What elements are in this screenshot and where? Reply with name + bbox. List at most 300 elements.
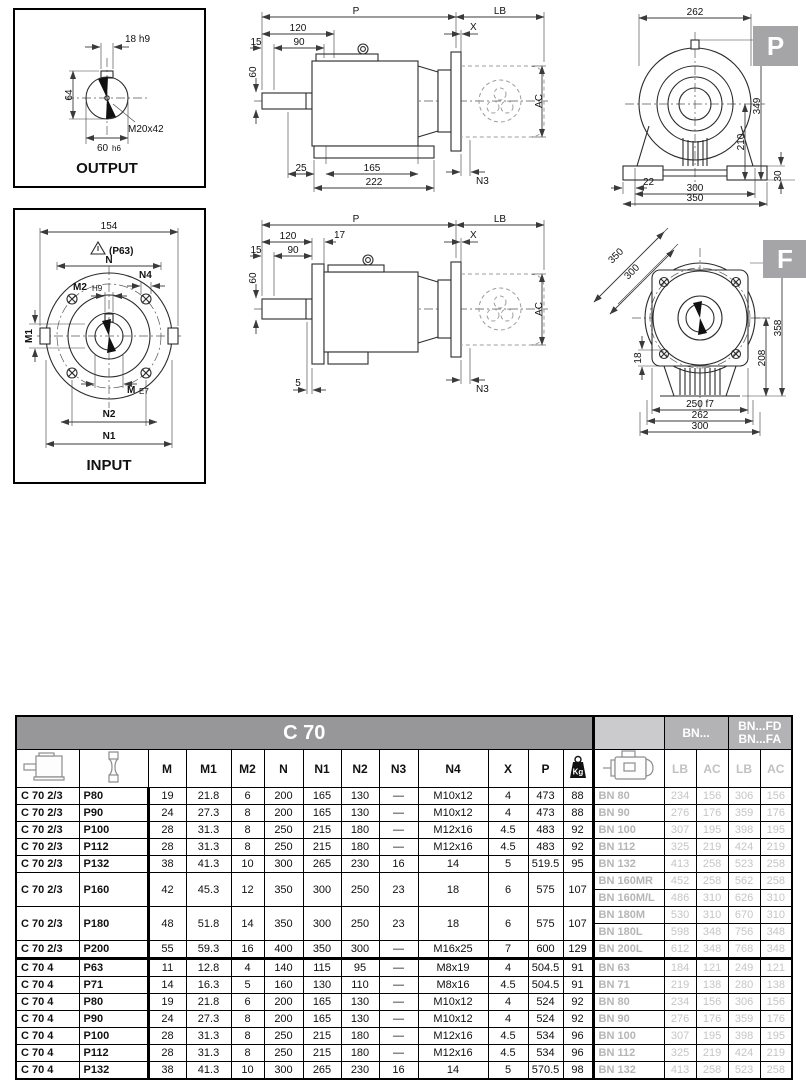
gearbox-icon	[22, 752, 74, 782]
flange-code-cell: P80	[79, 994, 148, 1011]
motor-dim-cell: 258	[760, 856, 792, 873]
col-header-lb-bn: LB	[664, 750, 696, 788]
motor-dim-cell: 219	[760, 839, 792, 856]
dim-value-cell: 600	[528, 941, 563, 959]
dim-value-cell: 21.8	[186, 994, 231, 1011]
dim-label-h9: H9	[92, 284, 103, 293]
dim-value-cell: 7	[488, 941, 528, 959]
dim-value-cell: 215	[303, 1045, 341, 1062]
motor-name-cell: BN 132	[593, 856, 664, 873]
dim-value-cell: 300	[341, 941, 379, 959]
motor-dim-cell: 176	[760, 1011, 792, 1028]
badge-letter: P	[766, 30, 785, 61]
dim-value-cell: 5	[488, 856, 528, 873]
motor-dim-cell: 452	[664, 873, 696, 890]
dim-label-15: 15	[250, 37, 262, 48]
side-view-p-drawing	[248, 4, 550, 209]
dim-value-cell: 8	[231, 805, 264, 822]
dim-value-cell: 5	[231, 977, 264, 994]
gearbox-type-cell: C 70 2/3	[16, 873, 79, 907]
dim-value-cell: 250	[341, 873, 379, 907]
dim-value-cell: 31.3	[186, 822, 231, 839]
output-caption: OUTPUT	[76, 160, 138, 177]
dim-label-n4: N4	[139, 270, 152, 281]
dim-value-cell: 24	[148, 1011, 186, 1028]
input-caption: INPUT	[86, 457, 132, 474]
dim-value-cell: 6	[231, 788, 264, 805]
motor-dim-cell: 562	[728, 873, 760, 890]
motor-dim-cell: 756	[728, 924, 760, 941]
dim-value-cell: 200	[264, 805, 303, 822]
gearbox-icon-cell	[16, 750, 79, 788]
dim-value-cell: 215	[303, 839, 341, 856]
motor-dim-cell: 325	[664, 1045, 696, 1062]
dim-label-m: M	[127, 385, 136, 396]
motor-dim-cell: 523	[728, 1062, 760, 1080]
dim-label-n3: N3	[476, 384, 489, 395]
flange-code-cell: P71	[79, 977, 148, 994]
dim-label-222: 222	[365, 177, 383, 188]
dim-value-cell: 400	[264, 941, 303, 959]
dim-value-cell: 473	[528, 788, 563, 805]
dim-label-300: 300	[691, 421, 709, 432]
dim-value-cell: 92	[563, 839, 593, 856]
flange-code-cell: P180	[79, 907, 148, 941]
dim-value-cell: 140	[264, 959, 303, 977]
dim-label-5: 5	[295, 378, 301, 389]
dim-value-cell: 215	[303, 822, 341, 839]
dim-value-cell: 98	[563, 1062, 593, 1080]
dim-value-cell: 230	[341, 856, 379, 873]
dim-value-cell: 96	[563, 1028, 593, 1045]
gearbox-type-cell: C 70 4	[16, 1011, 79, 1028]
dim-value-cell: 16.3	[186, 977, 231, 994]
flange-code-cell: P63	[79, 959, 148, 977]
version-badge-f	[763, 240, 806, 278]
dim-value-cell: 95	[563, 856, 593, 873]
dim-label-358: 358	[773, 319, 784, 337]
motor-dim-cell: 184	[664, 959, 696, 977]
motor-name-cell: BN 160M/L	[593, 890, 664, 907]
dim-value-cell: 519.5	[528, 856, 563, 873]
dim-value-cell: 300	[264, 856, 303, 873]
motor-name-cell: BN 132	[593, 1062, 664, 1080]
version-badge-p	[753, 26, 798, 66]
motor-name-cell: BN 100	[593, 1028, 664, 1045]
dim-value-cell: 4.5	[488, 977, 528, 994]
dim-value-cell: 24	[148, 805, 186, 822]
dim-label-key: 18 h9	[125, 34, 151, 45]
dim-value-cell: —	[379, 977, 418, 994]
motor-dashed-outline	[461, 66, 544, 137]
motor-dim-cell: 612	[664, 941, 696, 959]
flange-art	[632, 248, 770, 410]
motor-name-cell: BN 160MR	[593, 873, 664, 890]
dim-value-cell: 96	[563, 1045, 593, 1062]
dim-value-cell: 12	[231, 873, 264, 907]
dimension-table	[15, 715, 793, 1080]
side-view-f-drawing	[248, 212, 550, 417]
dim-value-cell: 31.3	[186, 839, 231, 856]
motor-dim-cell: 398	[728, 822, 760, 839]
dim-value-cell: 6	[488, 907, 528, 941]
dim-value-cell: 4	[488, 788, 528, 805]
table-row	[16, 788, 792, 805]
dim-label-h6: h6	[112, 144, 121, 153]
dim-value-cell: M16x25	[418, 941, 488, 959]
dim-value-cell: 504.5	[528, 977, 563, 994]
dim-value-cell: 91	[563, 977, 593, 994]
motor-dim-cell: 195	[696, 822, 728, 839]
dim-value-cell: 250	[264, 839, 303, 856]
motor-dim-cell: 280	[728, 977, 760, 994]
col-header-P: P	[528, 750, 563, 788]
motor-name-cell: BN 180M	[593, 907, 664, 924]
motor-dim-cell: 176	[760, 805, 792, 822]
motor-dim-cell: 310	[696, 890, 728, 907]
gearbox-type-cell: C 70 4	[16, 959, 79, 977]
dim-value-cell: —	[379, 941, 418, 959]
motor-dim-cell: 176	[696, 805, 728, 822]
dim-value-cell: 534	[528, 1028, 563, 1045]
dim-value-cell: 10	[231, 1062, 264, 1080]
dim-value-cell: —	[379, 959, 418, 977]
output-shaft-drawing	[13, 8, 206, 188]
motor-dim-cell: 195	[760, 1028, 792, 1045]
table-row	[16, 907, 792, 924]
gearbox-type-cell: C 70 2/3	[16, 805, 79, 822]
dim-value-cell: 350	[264, 873, 303, 907]
dim-value-cell: 38	[148, 856, 186, 873]
col-header-M2: M2	[231, 750, 264, 788]
flange-art	[37, 266, 181, 408]
motor-dim-cell: 306	[728, 994, 760, 1011]
dim-value-cell: 129	[563, 941, 593, 959]
dim-value-cell: 200	[264, 788, 303, 805]
gearbox-type-cell: C 70 4	[16, 1062, 79, 1080]
motor-dim-cell: 398	[728, 1028, 760, 1045]
dim-label-n3: N3	[476, 176, 489, 187]
table-row	[16, 873, 792, 890]
dim-value-cell: M10x12	[418, 994, 488, 1011]
gearmotor-art	[254, 44, 548, 164]
flange-code-cell: P100	[79, 1028, 148, 1045]
dim-value-cell: 21.8	[186, 788, 231, 805]
motor-dim-cell: 598	[664, 924, 696, 941]
motor-group-bn: BN...	[664, 716, 728, 750]
dim-value-cell: 4	[488, 805, 528, 822]
side-view-f-svg	[248, 212, 550, 412]
table-row	[16, 959, 792, 977]
dim-value-cell: 16	[231, 941, 264, 959]
motor-dim-cell: 156	[760, 788, 792, 805]
dim-label-90: 90	[287, 245, 299, 256]
dim-label-e7: E7	[139, 387, 149, 396]
dim-value-cell: 200	[264, 994, 303, 1011]
dim-value-cell: 88	[563, 805, 593, 822]
dim-value-cell: 265	[303, 856, 341, 873]
dim-value-cell: M10x12	[418, 788, 488, 805]
dim-label-p: P	[352, 6, 360, 17]
motor-dim-cell: 249	[728, 959, 760, 977]
dim-value-cell: 48	[148, 907, 186, 941]
motor-dim-cell: 359	[728, 1011, 760, 1028]
dim-value-cell: 8	[231, 1045, 264, 1062]
motor-dim-cell: 486	[664, 890, 696, 907]
motor-dim-cell: 219	[760, 1045, 792, 1062]
dim-value-cell: 180	[341, 839, 379, 856]
dim-value-cell: 130	[341, 994, 379, 1011]
motor-name-cell: BN 90	[593, 1011, 664, 1028]
dim-label-x: X	[470, 22, 477, 33]
dim-value-cell: 41.3	[186, 856, 231, 873]
dim-value-cell: 27.3	[186, 805, 231, 822]
dim-value-cell: 28	[148, 1028, 186, 1045]
dim-label-349: 349	[752, 97, 763, 115]
dim-value-cell: 18	[418, 873, 488, 907]
dim-label-22: 22	[643, 177, 655, 188]
col-header-X: X	[488, 750, 528, 788]
col-header-M1: M1	[186, 750, 231, 788]
dim-value-cell: 27.3	[186, 1011, 231, 1028]
dim-label-262: 262	[686, 7, 704, 18]
motor-dim-cell: 156	[696, 788, 728, 805]
weight-icon-cell	[563, 750, 593, 788]
dim-value-cell: 473	[528, 805, 563, 822]
motor-name-cell: BN 90	[593, 805, 664, 822]
dim-value-cell: 8	[231, 839, 264, 856]
dim-value-cell: 91	[563, 959, 593, 977]
motor-name-cell: BN 180L	[593, 924, 664, 941]
dim-value-cell: —	[379, 1045, 418, 1062]
flange-code-cell: P80	[79, 788, 148, 805]
motor-dim-cell: 219	[696, 839, 728, 856]
motor-dim-cell: 258	[696, 873, 728, 890]
gearbox-type-cell: C 70 2/3	[16, 839, 79, 856]
dim-value-cell: 88	[563, 788, 593, 805]
dim-value-cell: 165	[303, 994, 341, 1011]
motor-dim-cell: 424	[728, 1045, 760, 1062]
dim-value-cell: 92	[563, 994, 593, 1011]
dim-value-cell: 59.3	[186, 941, 231, 959]
dim-value-cell: M8x16	[418, 977, 488, 994]
table-row	[16, 1062, 792, 1080]
col-header-M: M	[148, 750, 186, 788]
motor-dim-cell: 121	[696, 959, 728, 977]
motor-dim-cell: 413	[664, 1062, 696, 1080]
dim-value-cell: 250	[264, 1045, 303, 1062]
dim-label-lb: LB	[493, 214, 507, 225]
dim-value-cell: 4.5	[488, 1045, 528, 1062]
dim-value-cell: M12x16	[418, 839, 488, 856]
dim-value-cell: 300	[303, 907, 341, 941]
dim-label-lb: LB	[493, 6, 507, 17]
table-title-row	[16, 716, 792, 750]
dim-value-cell: 504.5	[528, 959, 563, 977]
dim-value-cell: 160	[264, 977, 303, 994]
dim-value-cell: 95	[341, 959, 379, 977]
dim-value-cell: 350	[303, 941, 341, 959]
gearbox-type-cell: C 70 2/3	[16, 822, 79, 839]
motor-name-cell: BN 80	[593, 788, 664, 805]
dim-label-thread: M20x42	[128, 124, 164, 135]
col-header-ac-bnfd: AC	[760, 750, 792, 788]
input-flange-drawing	[13, 208, 206, 484]
dim-value-cell: 18	[418, 907, 488, 941]
motor-group-spacer	[593, 716, 664, 750]
dim-value-cell: 350	[264, 907, 303, 941]
dim-value-cell: 575	[528, 873, 563, 907]
flange-code-cell: P100	[79, 822, 148, 839]
motor-name-cell: BN 112	[593, 839, 664, 856]
dim-value-cell: 130	[341, 805, 379, 822]
motor-name-cell: BN 71	[593, 977, 664, 994]
gearbox-type-cell: C 70 2/3	[16, 856, 79, 873]
dim-value-cell: M10x12	[418, 805, 488, 822]
dim-label-15: 15	[250, 245, 262, 256]
motor-group-bnfd-bnfa	[728, 716, 792, 750]
dim-value-cell: —	[379, 1028, 418, 1045]
dim-value-cell: 38	[148, 1062, 186, 1080]
dim-value-cell: 250	[264, 822, 303, 839]
dim-label-208: 208	[757, 349, 768, 367]
dim-value-cell: 28	[148, 822, 186, 839]
dim-value-cell: M8x19	[418, 959, 488, 977]
dim-value-cell: 92	[563, 822, 593, 839]
side-view-p-svg	[248, 4, 550, 204]
motor-dim-cell: 176	[696, 1011, 728, 1028]
motor-dim-cell: 219	[664, 977, 696, 994]
table-row	[16, 977, 792, 994]
dim-label-ac: AC	[534, 302, 545, 316]
flange-code-cell: P132	[79, 856, 148, 873]
dim-value-cell: 12.8	[186, 959, 231, 977]
dim-value-cell: 31.3	[186, 1028, 231, 1045]
input-flange-svg	[15, 210, 200, 478]
motor-dim-cell: 156	[696, 994, 728, 1011]
dim-label-x: X	[470, 230, 477, 241]
dim-value-cell: 8	[231, 822, 264, 839]
dim-label-n1: N1	[102, 431, 116, 442]
dim-value-cell: 130	[341, 788, 379, 805]
table-row	[16, 856, 792, 873]
motor-name-cell: BN 112	[593, 1045, 664, 1062]
motor-dim-cell: 234	[664, 994, 696, 1011]
dim-label-60: 60	[97, 143, 109, 154]
col-header-N: N	[264, 750, 303, 788]
dimension-lines	[64, 34, 164, 154]
gearbox-type-cell: C 70 4	[16, 994, 79, 1011]
motor-name-cell: BN 200L	[593, 941, 664, 959]
gearbox-type-cell: C 70 2/3	[16, 907, 79, 941]
dim-value-cell: 180	[341, 1028, 379, 1045]
dim-value-cell: 180	[341, 1045, 379, 1062]
dim-value-cell: 107	[563, 873, 593, 907]
flange-code-cell: P112	[79, 1045, 148, 1062]
motor-name-cell: BN 80	[593, 994, 664, 1011]
dim-value-cell: 483	[528, 839, 563, 856]
flange-icon	[104, 750, 124, 784]
dim-value-cell: 4.5	[488, 822, 528, 839]
dim-value-cell: 570.5	[528, 1062, 563, 1080]
motor-dim-cell: 523	[728, 856, 760, 873]
motor-dim-cell: 530	[664, 907, 696, 924]
dim-value-cell: 483	[528, 822, 563, 839]
motor-dim-cell: 626	[728, 890, 760, 907]
motor-dim-cell: 348	[696, 924, 728, 941]
output-shaft-svg	[15, 10, 200, 182]
dim-label-300: 300	[686, 183, 704, 194]
dim-value-cell: 8	[231, 1011, 264, 1028]
table-header-row	[16, 750, 792, 788]
motor-dim-cell: 310	[760, 890, 792, 907]
motor-dim-cell: 310	[760, 907, 792, 924]
dim-value-cell: 215	[303, 1028, 341, 1045]
dim-value-cell: —	[379, 839, 418, 856]
motor-dim-cell: 359	[728, 805, 760, 822]
col-header-N2: N2	[341, 750, 379, 788]
motor-dim-cell: 348	[760, 924, 792, 941]
dim-value-cell: 31.3	[186, 1045, 231, 1062]
motor-dim-cell: 138	[760, 977, 792, 994]
dim-value-cell: 4.5	[488, 839, 528, 856]
motor-icon	[598, 750, 660, 784]
dim-value-cell: 19	[148, 788, 186, 805]
motor-dim-cell: 348	[696, 941, 728, 959]
dim-value-cell: —	[379, 1011, 418, 1028]
dim-value-cell: 14	[418, 1062, 488, 1080]
dim-label-m1: M1	[24, 329, 35, 343]
dim-label-64: 64	[64, 89, 75, 101]
motor-dim-cell: 258	[696, 1062, 728, 1080]
table-row	[16, 941, 792, 959]
dim-value-cell: 200	[264, 1011, 303, 1028]
flange-icon-cell	[79, 750, 148, 788]
motor-name-cell: BN 100	[593, 822, 664, 839]
dim-label-25: 25	[295, 163, 307, 174]
dim-value-cell: —	[379, 805, 418, 822]
dim-value-cell: 19	[148, 994, 186, 1011]
dim-value-cell: —	[379, 788, 418, 805]
dim-value-cell: 4	[231, 959, 264, 977]
flange-code-cell: P112	[79, 839, 148, 856]
col-header-N1: N1	[303, 750, 341, 788]
dim-value-cell: —	[379, 994, 418, 1011]
gearbox-type-cell: C 70 4	[16, 977, 79, 994]
rib-hatch	[680, 368, 720, 395]
dim-value-cell: 14	[148, 977, 186, 994]
table-row	[16, 1028, 792, 1045]
motor-dim-cell: 307	[664, 1028, 696, 1045]
motor-dim-cell: 276	[664, 805, 696, 822]
dim-label-18: 18	[633, 352, 644, 364]
dim-value-cell: 8	[231, 1028, 264, 1045]
table-row	[16, 1011, 792, 1028]
dim-label-p63: (P63)	[109, 246, 134, 257]
dim-value-cell: 250	[264, 1028, 303, 1045]
motor-dim-cell: 768	[728, 941, 760, 959]
dim-value-cell: 42	[148, 873, 186, 907]
dim-value-cell: 165	[303, 805, 341, 822]
dim-value-cell: —	[379, 822, 418, 839]
motor-dim-cell: 258	[696, 856, 728, 873]
dim-label-210: 210	[736, 133, 747, 151]
kg-label: Kg	[572, 767, 583, 777]
weight-kg-icon	[565, 755, 591, 779]
dim-value-cell: 16	[379, 1062, 418, 1080]
flange-code-cell: P132	[79, 1062, 148, 1080]
dim-value-cell: 23	[379, 907, 418, 941]
